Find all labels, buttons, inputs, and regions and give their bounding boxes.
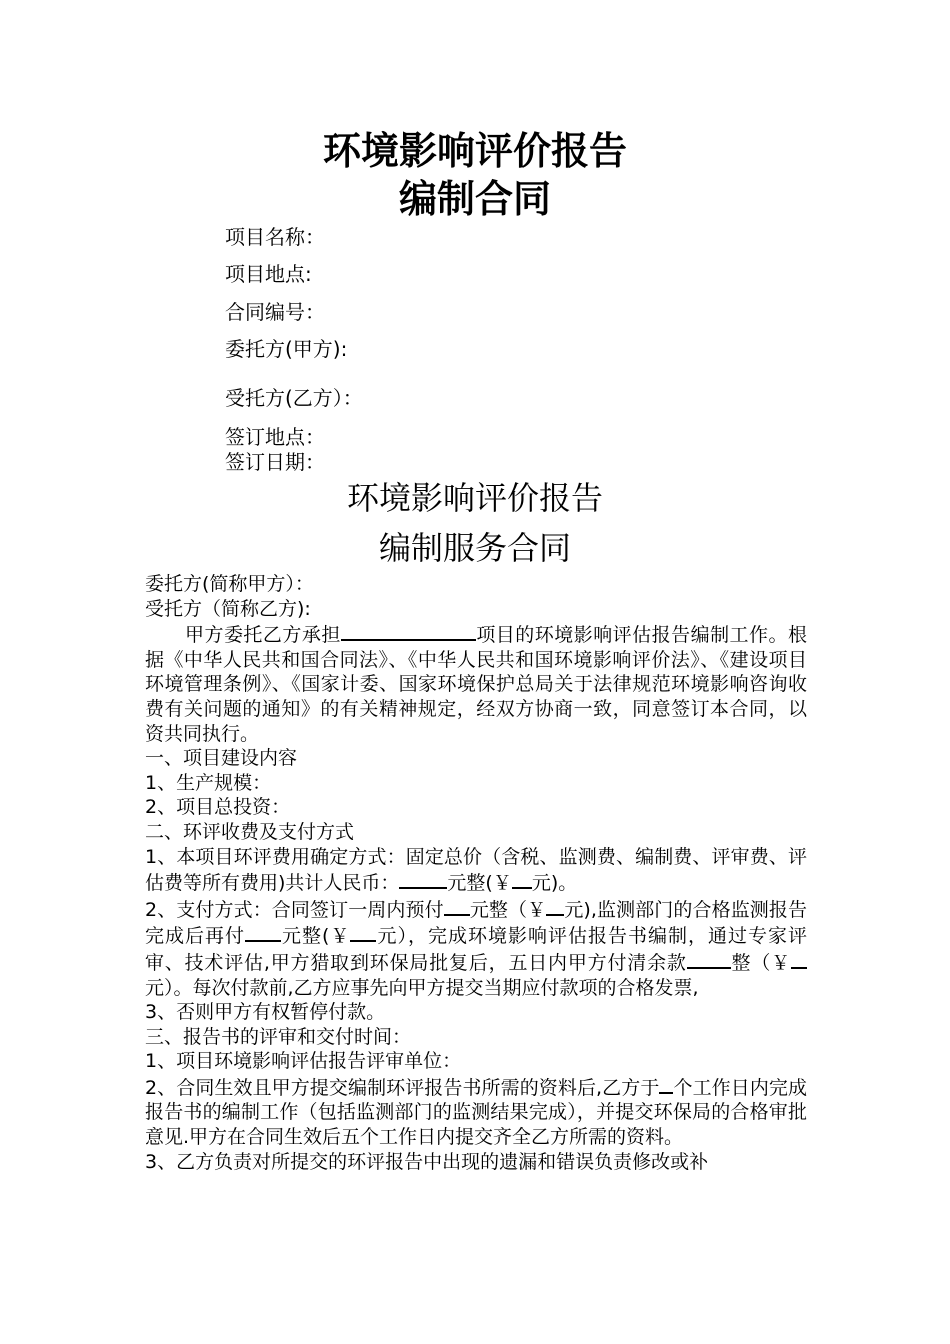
section-1-item-1: 1、生产规模： (145, 771, 272, 794)
cover-field-contract-number: 合同编号： (225, 300, 325, 324)
cover-field-project-location: 项目地点: (225, 262, 312, 286)
project-blank (341, 621, 476, 641)
balance-yuan-blank (791, 949, 807, 969)
second-pay-blank (245, 922, 281, 942)
section-2-title: 二、环评收费及支付方式 (145, 820, 355, 843)
cover-title-line2: 编制合同 (398, 177, 551, 221)
payment-text-a: 2、支付方式：合同签订一周内预付 (145, 898, 444, 921)
cover-field-sign-date: 签订日期： (225, 450, 325, 474)
intro-paragraph (145, 621, 807, 746)
schedule-text-b: 个工作日内完成报告书的编制工作（包括监测部门的监测结果完成），并提交环保局的合格审批意见.甲方在合同生效后五个工作日内提交齐全乙方所需的资料。 (145, 1076, 807, 1149)
section-2-item-2 (145, 896, 807, 1000)
prepay-yuan-blank (546, 896, 564, 916)
intro-pre: 甲方委托乙方承担 (185, 624, 341, 647)
party-b-line: 受托方（简称乙方): (145, 597, 311, 620)
section-3-item-2 (145, 1074, 807, 1150)
payment-text-f: 整（￥ (730, 951, 791, 974)
payment-text-e: 元），完成环境影响评估报告书编制，通过专家评审、技术评估,甲方猎取到环保局批复后，五日内甲方付清余款 (145, 925, 807, 974)
party-a-line: 委托方(简称甲方）： (145, 573, 314, 595)
payment-text-b: 元整（￥ (469, 898, 547, 921)
fee-amount-blank (399, 869, 447, 889)
prepay-blank (444, 896, 470, 916)
section-1-item-2: 2、项目总投资： (145, 796, 291, 819)
contract-title-line1: 环境影响评价报告 (346, 479, 603, 517)
fee-end-text: 元)。 (531, 872, 578, 895)
cover-field-project-name: 项目名称： (225, 225, 325, 249)
cover-field-sign-place: 签订地点： (225, 425, 325, 449)
cover-field-party-b: 受托方(乙方）： (225, 386, 363, 410)
fee-text: 1、本项目环评费用确定方式：固定总价（含税、监测费、编制费、评审费、评估费等所有费用)共计人民币： (145, 845, 807, 895)
section-3-title: 三、报告书的评审和交付时间： (145, 1025, 412, 1048)
fee-unit-text: 元整(￥ (447, 872, 512, 895)
contract-body (145, 572, 807, 1174)
contract-title-line2: 编制服务合同 (378, 529, 571, 567)
section-1-title: 一、项目建设内容 (145, 747, 298, 770)
intro-post: 项目的环境影响评估报告编制工作。根据《中华人民共和国合同法》、《中华人民共和国环境影响评价法》、《建设项目环境管理条例》、《国家计委、国家环境保护总局关于法律规范环境影响咨询收费有关问题的通知》的有关精神规定，经双方协商一致，同意签订本合同，以资共同执行。 (145, 624, 807, 745)
section-3-item-1: 1、项目环境影响评估报告评审单位： (145, 1050, 462, 1073)
balance-blank (687, 949, 731, 969)
cover-field-party-a: 委托方(甲方): (225, 337, 348, 361)
schedule-text-a: 2、合同生效且甲方提交编制环评报告书所需的资料后,乙方于 (145, 1076, 660, 1099)
payment-text-c: 元),监测部门的合格监测报告完成后再付 (145, 898, 808, 948)
section-3-item-3: 3、乙方负责对所提交的环评报告中出现的遗漏和错误负责修改或补 (145, 1150, 709, 1173)
fee-yuan-blank (512, 869, 532, 889)
section-2-item-3: 3、否则甲方有权暂停付款。 (145, 1001, 386, 1024)
workdays-blank (659, 1074, 673, 1094)
payment-text-d: 元整(￥ (281, 925, 351, 948)
cover-title-line1: 环境影响评价报告 (322, 129, 627, 173)
second-pay-yuan-blank (350, 922, 376, 942)
section-2-item-1 (145, 845, 807, 896)
payment-text-g: 元）。每次付款前,乙方应事先向甲方提交当期应付款项的合格发票, (145, 976, 699, 999)
